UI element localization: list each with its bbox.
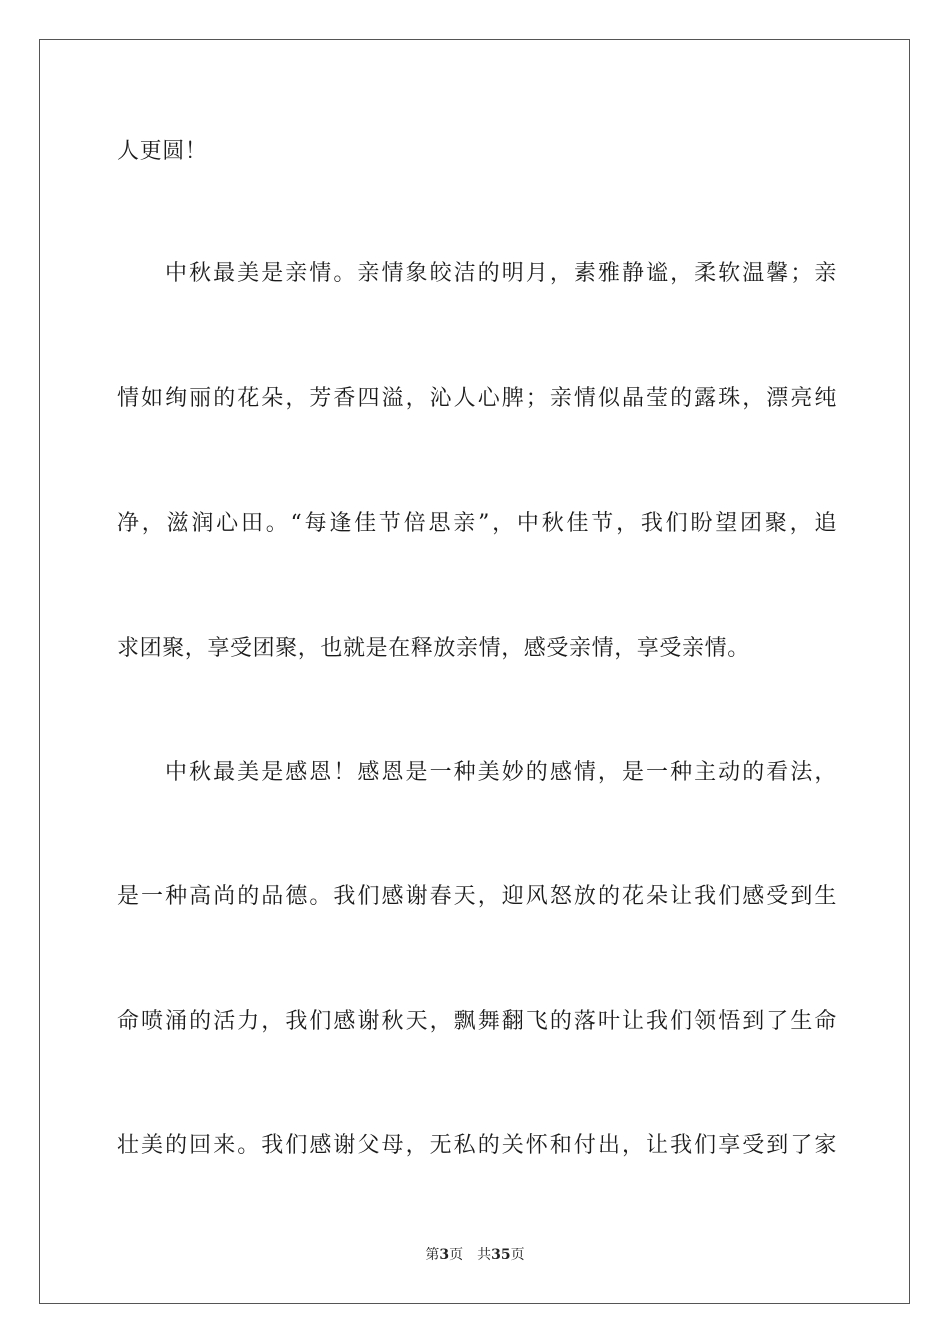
page-footer [0,1245,950,1265]
paragraph-line: 中秋最美是亲情。亲情象皎洁的明月，素雅静谧，柔软温馨；亲 [165,261,837,286]
paragraph-line: 人更圆！ [117,139,208,164]
paragraph-line: 中秋最美是感恩！感恩是一种美妙的感情，是一种主动的看法， [165,760,837,785]
page-number: 3 [439,1247,450,1263]
paragraph-line: 命喷涌的活力，我们感谢秋天，飘舞翻飞的落叶让我们领悟到了生命 [117,1009,837,1034]
paragraph-line: 是一种高尚的品德。我们感谢春天，迎风怒放的花朵让我们感受到生 [117,884,837,909]
total-pages: 35 [491,1247,511,1263]
page-border [39,39,910,1304]
total-suffix: 页 [510,1247,525,1263]
paragraph-line: 净，滋润心田。“每逢佳节倍思亲”，中秋佳节，我们盼望团聚，追 [117,511,837,536]
page-suffix: 页 [449,1247,464,1263]
page-prefix: 第 [425,1247,440,1263]
paragraph-line: 情如绚丽的花朵，芳香四溢，沁人心脾；亲情似晶莹的露珠，漂亮纯 [117,386,837,411]
paragraph-line: 求团聚，享受团聚，也就是在释放亲情，感受亲情，享受亲情。 [117,636,750,661]
total-prefix: 共 [477,1247,492,1263]
paragraph-line: 壮美的回来。我们感谢父母，无私的关怀和付出，让我们享受到了家 [117,1133,837,1158]
